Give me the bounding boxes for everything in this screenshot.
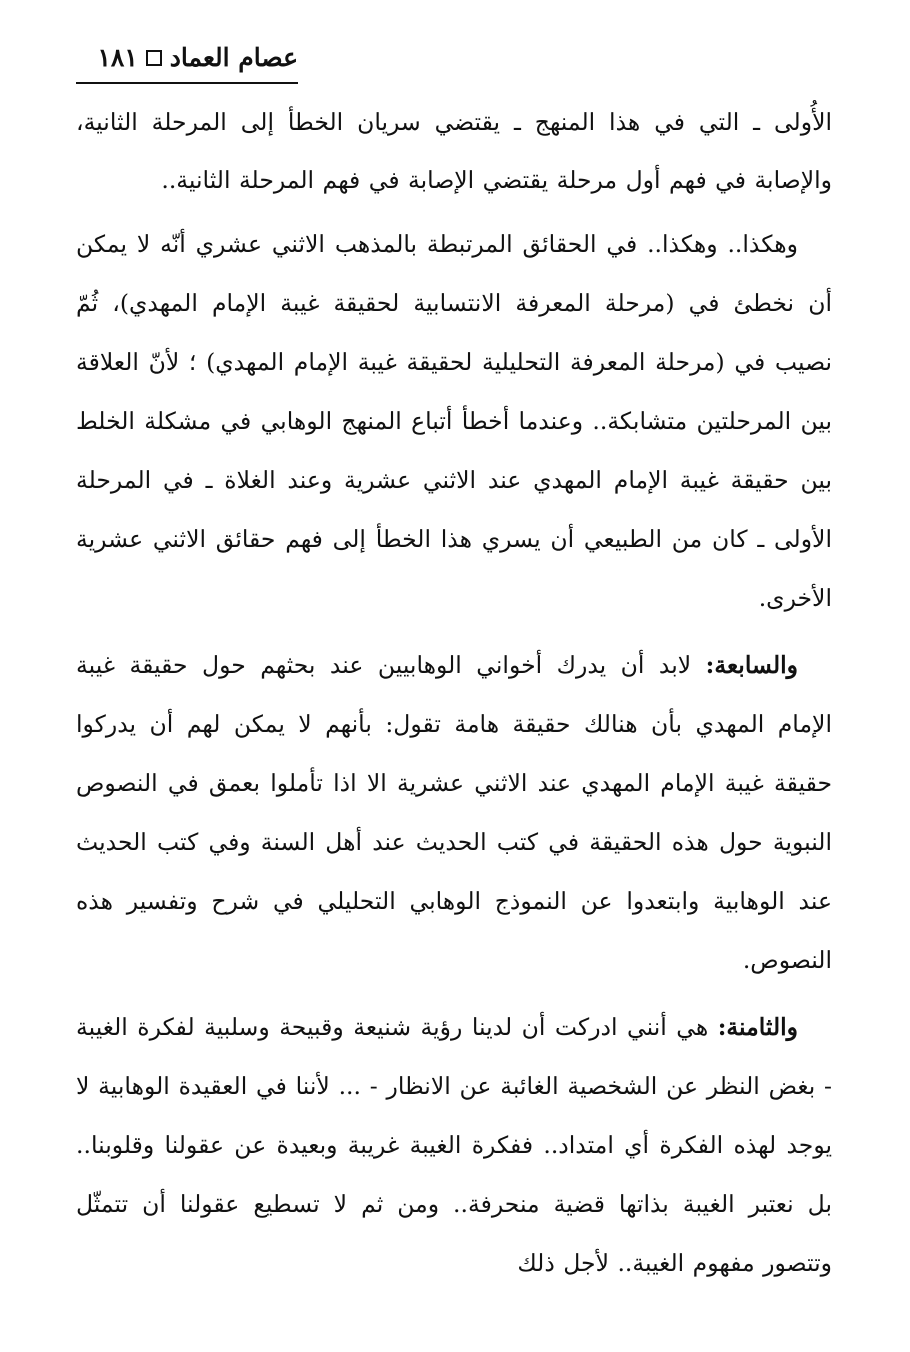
paragraph-seventh bbox=[76, 636, 832, 990]
header-title: عصام العماد bbox=[169, 43, 298, 72]
running-header bbox=[97, 40, 298, 76]
page-number: ١٨١ bbox=[97, 43, 138, 72]
paragraph-eighth bbox=[76, 998, 832, 1293]
paragraph-1-text: الأُولى ـ التي في هذا المنهج ـ يقتضي سريان الخطأ إلى المرحلة الثانية، والإصابة في فهم أول مرحلة يقتضي الإصابة في فهم المرحلة الثانية.. bbox=[76, 108, 832, 194]
paragraph-3-text: لابد أن يدرك أخواني الوهابيين عند بحثهم حول حقيقة غيبة الإمام المهدي بأن هنالك حقيقة هامة تقول: بأنهم لا يمكن لهم أن يدركوا حقيقة غيبة الإمام المهدي عند الاثني عشرية الا اذا تأملوا بعمق في النصوص النبوية حول هذه الحقيقة في كتب الحديث عند أهل السنة وفي كتب الحديث عند الوهابية وابتعدوا عن النموذج الوهابي التحليلي في شرح وتفسير هذه النصوص. bbox=[76, 651, 832, 974]
header-separator-box bbox=[146, 50, 162, 66]
header-rule bbox=[76, 82, 298, 84]
paragraph-hakadha bbox=[76, 215, 832, 628]
paragraph-3-lead: والسابعة: bbox=[705, 651, 798, 679]
paragraph-2-text: وهكذا.. وهكذا.. في الحقائق المرتبطة بالمذهب الاثني عشري أنّه لا يمكن أن نخطئ في (مرحلة المعرفة الانتسابية لحقيقة غيبة الإمام المهدي)، ثُمّ نصيب في (مرحلة المعرفة التحليلية لحقيقة غيبة الإمام المهدي) ؛ لأنّ العلاقة بين المرحلتين متشابكة.. وعندما أخطأ أتباع المنهج الوهابي في مشكلة الخلط بين حقيقة غيبة الإمام المهدي عند الاثني عشرية وعند الغلاة ـ في المرحلة الأولى ـ كان من الطبيعي أن يسري هذا الخطأ إلى فهم حقائق الاثني عشرية الأخرى. bbox=[76, 230, 832, 612]
paragraph-4-lead: والثامنة: bbox=[717, 1013, 798, 1041]
page-body bbox=[76, 93, 832, 1301]
paragraph-continuation bbox=[76, 93, 832, 209]
paragraph-4-text: هي أنني ادركت أن لدينا رؤية شنيعة وقبيحة وسلبية لفكرة الغيبة - بغض النظر عن الشخصية الغائبة عن الانظار - ... لأننا في العقيدة الوهابية لا يوجد لهذه الفكرة أي امتداد.. ففكرة الغيبة غريبة وبعيدة عن عقولنا وقلوبنا.. بل نعتبر الغيبة بذاتها قضية منحرفة.. ومن ثم لا تسطيع عقولنا أن تتمثّل وتتصور مفهوم الغيبة.. لأجل ذلك bbox=[76, 1013, 832, 1277]
